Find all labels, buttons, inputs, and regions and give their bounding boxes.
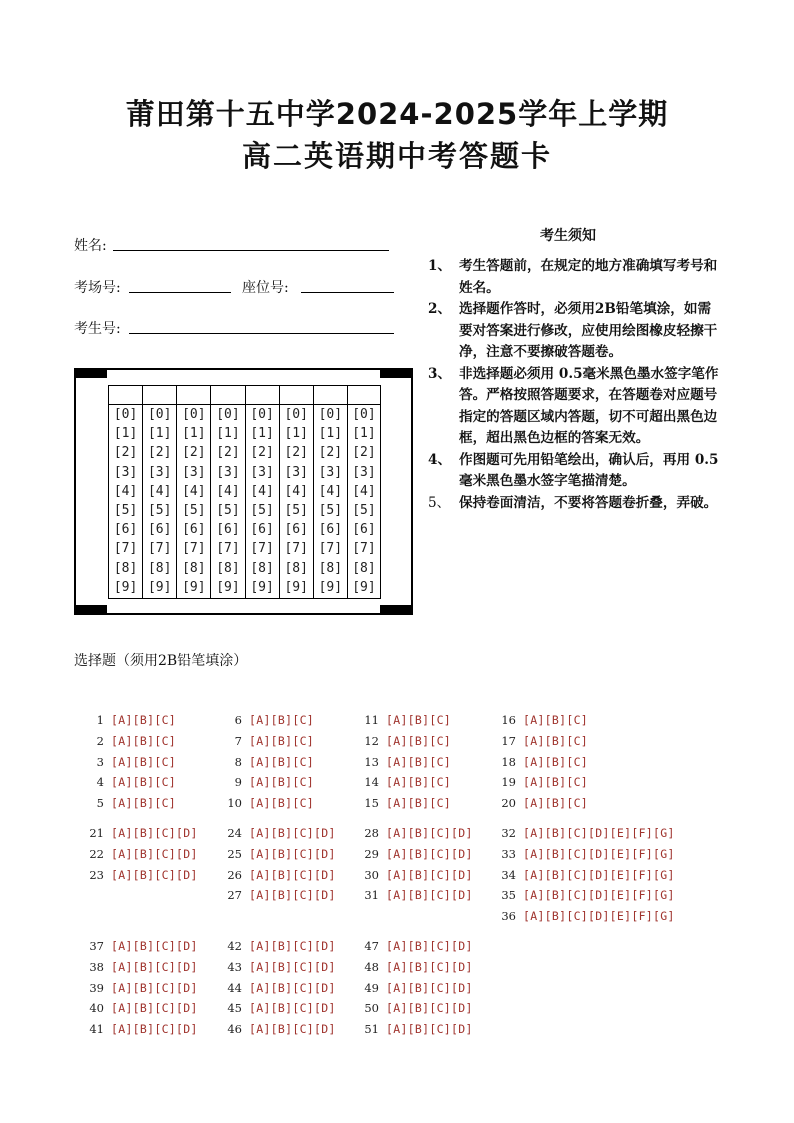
answer-options[interactable]: [A][B][C] [249,754,315,769]
note-number: 3、 [428,365,452,382]
question-row [212,939,336,953]
answer-options[interactable]: [A][B][C][D] [111,1001,198,1016]
digit-bubble[interactable]: [1] [352,426,376,442]
digit-bubble[interactable]: [7] [182,541,206,557]
question-row [74,734,176,748]
digit-bubble[interactable]: [4] [182,483,206,499]
question-number: 18 [501,754,516,769]
digit-bubble[interactable]: [6] [318,522,343,538]
question-row [212,775,314,789]
question-number: 20 [501,796,516,811]
student-id-field[interactable] [129,333,394,334]
question-number: 47 [364,939,379,953]
digit-bubble[interactable]: [1] [250,426,274,442]
question-row [212,847,336,861]
digit-bubble[interactable]: [8] [352,560,376,576]
question-number: 3 [96,754,104,769]
question-row [349,981,473,995]
corner-mark-bottom-right [380,605,413,615]
exam-number-column [177,386,211,598]
digit-bubble[interactable]: [1] [182,426,206,442]
question-row [74,775,176,789]
answer-options[interactable]: [A][B][C][D] [111,867,198,882]
question-row [212,888,336,902]
question-row [486,755,588,769]
question-number: 23 [89,867,104,882]
digit-bubble[interactable]: [3] [352,464,376,480]
question-row [74,981,198,995]
answer-options[interactable]: [A][B][C][D] [386,1001,473,1016]
question-row [212,755,314,769]
corner-mark-bottom-left [74,605,107,615]
digit-bubble[interactable]: [5] [284,502,308,518]
digit-bubble[interactable]: [1] [318,426,343,442]
question-row [212,1001,336,1015]
exam-number-column [109,386,143,598]
question-number: 27 [227,888,242,903]
exam-number-column [143,386,177,598]
question-number: 31 [364,888,379,903]
answer-options[interactable]: [A][B][C] [249,775,315,790]
answer-options[interactable]: [A][B][C][D] [386,959,473,974]
question-number: 49 [364,980,379,995]
digit-bubble[interactable]: [0] [250,407,274,422]
answer-options[interactable]: [A][B][C][D] [386,888,473,903]
exam-room-label: 考场号: [74,280,121,296]
digit-bubble[interactable]: [9] [216,579,240,595]
question-number: 51 [364,1022,379,1037]
digit-bubble[interactable]: [5] [250,502,274,518]
question-number: 40 [89,1001,104,1016]
answer-options[interactable]: [A][B][C] [111,796,177,811]
question-row [212,826,336,840]
digit-bubble[interactable]: [8] [216,560,240,576]
digit-bubble[interactable]: [3] [250,464,274,480]
question-row [486,909,675,923]
question-number: 11 [364,713,379,727]
section-title: 选择题（须用2B铅笔填涂） [74,653,248,669]
seat-label: 座位号: [242,280,289,296]
answer-options[interactable]: [A][B][C][D] [386,867,473,882]
digit-bubble[interactable]: [2] [250,445,274,461]
note-item [428,256,720,299]
note-number: 1、 [428,258,452,274]
question-row [486,775,588,789]
answer-options[interactable]: [A][B][C] [386,754,452,769]
answer-options[interactable]: [A][B][C][D][E][F][G] [523,846,675,861]
question-row [349,826,473,840]
question-number: 25 [227,846,242,861]
question-row [74,1001,198,1015]
question-number: 42 [227,939,242,953]
digit-bubble[interactable]: [2] [318,445,343,461]
note-text: 选择题作答时，必须用2B铅笔填涂，如需要对答案进行修改，应使用绘图橡皮轻擦干净，注意不要擦破答题卷。 [459,301,718,360]
answer-options[interactable]: [A][B][C][D] [111,980,198,995]
digit-bubble[interactable]: [0] [182,407,206,422]
note-text: 作图题可先用铅笔绘出，确认后，再用 0.5毫米黑色墨水签字笔描清楚。 [459,451,719,489]
digit-bubble[interactable]: [3] [147,464,172,480]
note-number: 2、 [428,301,452,317]
answer-options[interactable]: [A][B][C][D] [111,959,198,974]
answer-options[interactable]: [A][B][C] [386,733,452,748]
notes-list [428,256,720,514]
question-row [74,1022,198,1036]
answer-options[interactable]: [A][B][C][D] [249,939,336,953]
exam-number-write-cell[interactable] [314,386,347,405]
digit-bubble[interactable]: [0] [216,407,240,422]
question-row [212,796,314,810]
corner-mark-top-right [380,368,413,378]
question-number: 16 [501,713,516,727]
question-number: 30 [364,867,379,882]
exam-number-column [280,386,314,598]
note-text: 非选择题必须用 0.5毫米黑色墨水签字笔作答。严格按照答题要求，在答题卷对应题号指定的答题区域内答题，切不可超出黑色边框，超出黑色边框的答案无效。 [459,365,719,446]
digit-bubble[interactable]: [6] [250,522,274,538]
answer-options[interactable]: [A][B][C][D] [111,826,198,840]
exam-number-column [348,386,380,598]
digit-bubble[interactable]: [4] [147,483,172,499]
answer-options[interactable]: [A][B][C][D] [111,846,198,861]
seat-field[interactable] [301,292,394,293]
exam-number-write-cell[interactable] [246,386,279,405]
answer-options[interactable]: [A][B][C][D] [249,826,336,840]
digit-bubble[interactable]: [8] [318,560,343,576]
note-text: 考生答题前，在规定的地方准确填写考号和姓名。 [459,258,718,296]
question-number: 41 [89,1022,104,1037]
question-row [349,1001,473,1015]
question-number: 26 [227,867,242,882]
question-row [74,826,198,840]
digit-bubble[interactable]: [9] [318,579,343,595]
question-row [212,981,336,995]
answer-options[interactable]: [A][B][C][D] [386,846,473,861]
student-id-label: 考生号: [74,321,121,337]
question-row [349,734,451,748]
digit-bubble[interactable]: [2] [147,445,172,461]
question-number: 44 [227,980,242,995]
question-number: 34 [501,867,516,882]
note-text: 保持卷面清洁，不要将答题卷折叠，弄破。 [459,494,718,511]
exam-number-write-cell[interactable] [109,386,142,405]
digit-bubble[interactable]: [7] [216,541,240,557]
digit-bubble[interactable]: [7] [318,541,343,557]
answer-options[interactable]: [A][B][C][D] [249,980,336,995]
corner-mark-top-left [74,368,107,378]
question-row [74,960,198,974]
question-number: 8 [234,754,242,769]
exam-number-write-cell[interactable] [177,386,210,405]
note-item [428,450,720,493]
question-number: 19 [501,775,516,790]
answer-options[interactable]: [A][B][C] [523,775,589,790]
answer-options[interactable]: [A][B][C][D] [249,959,336,974]
digit-bubble[interactable]: [5] [182,502,206,518]
note-item [428,364,720,450]
question-row [212,868,336,882]
digit-bubble[interactable]: [2] [216,445,240,461]
answer-options[interactable]: [A][B][C][D] [111,939,198,953]
question-number: 2 [96,733,104,748]
question-number: 22 [89,846,104,861]
question-row [349,888,473,902]
digit-bubble[interactable]: [4] [113,483,138,499]
question-row [212,1022,336,1036]
answer-options[interactable]: [A][B][C][D] [386,1022,473,1037]
answer-options[interactable]: [A][B][C][D] [111,1022,198,1037]
digit-bubble[interactable]: [2] [352,445,376,461]
digit-bubble[interactable]: [4] [284,483,308,499]
digit-bubble[interactable]: [7] [113,541,138,557]
answer-options[interactable]: [A][B][C] [249,713,315,727]
question-row [486,796,588,810]
note-item [428,299,720,364]
digit-bubble[interactable]: [6] [182,522,206,538]
question-number: 12 [364,733,379,748]
question-number: 39 [89,980,104,995]
exam-number-column [314,386,348,598]
answer-options[interactable]: [A][B][C] [249,733,315,748]
digit-bubble[interactable]: [8] [182,560,206,576]
exam-number-column [211,386,245,598]
question-number: 13 [364,754,379,769]
digit-bubble[interactable]: [1] [284,426,308,442]
note-item [428,493,720,515]
question-number: 37 [89,939,104,953]
answer-options[interactable]: [A][B][C][D] [386,980,473,995]
question-row [349,960,473,974]
question-row [212,960,336,974]
question-number: 7 [234,733,242,748]
digit-bubble[interactable]: [6] [284,522,308,538]
question-number: 50 [364,1001,379,1016]
digit-bubble[interactable]: [7] [284,541,308,557]
question-row [486,734,588,748]
name-field[interactable] [113,250,389,251]
question-number: 21 [89,826,104,840]
answer-options[interactable]: [A][B][C][D] [249,888,336,903]
question-number: 29 [364,846,379,861]
question-number: 1 [96,713,104,727]
question-row [212,734,314,748]
exam-number-write-cell[interactable] [143,386,176,405]
answer-options[interactable]: [A][B][C] [111,754,177,769]
answer-options[interactable]: [A][B][C][D] [249,1001,336,1016]
digit-bubble[interactable]: [4] [250,483,274,499]
question-number: 5 [96,796,104,811]
digit-bubble[interactable]: [2] [284,445,308,461]
digit-bubble[interactable]: [0] [284,407,308,422]
name-label: 姓名: [74,238,107,254]
digit-bubble[interactable]: [8] [284,560,308,576]
digit-bubble[interactable]: [5] [113,502,138,518]
exam-number-write-cell[interactable] [348,386,380,405]
question-row [349,755,451,769]
exam-room-field[interactable] [129,292,231,293]
answer-options[interactable]: [A][B][C][D] [386,826,473,840]
digit-bubble[interactable]: [2] [182,445,206,461]
page-title-line1: 莆田第十五中学2024-2025学年上学期 [125,97,669,131]
digit-bubble[interactable]: [9] [284,579,308,595]
question-row [74,939,198,953]
question-number: 36 [501,909,516,924]
page-title-line2: 高二英语期中考答题卡 [241,139,552,173]
question-number: 35 [501,888,516,903]
digit-bubble[interactable]: [9] [113,579,138,595]
answer-options[interactable]: [A][B][C][D] [386,939,473,953]
digit-bubble[interactable]: [3] [318,464,343,480]
answer-options[interactable]: [A][B][C][D] [249,867,336,882]
answer-options[interactable]: [A][B][C] [523,754,589,769]
digit-bubble[interactable]: [0] [318,407,343,422]
digit-bubble[interactable]: [6] [352,522,376,538]
digit-bubble[interactable]: [9] [147,579,172,595]
question-row [74,847,198,861]
answer-options[interactable]: [A][B][C] [111,713,177,727]
digit-bubble[interactable]: [0] [113,407,138,422]
exam-number-column [246,386,280,598]
notes-title: 考生须知 [540,228,596,244]
question-row [74,796,176,810]
answer-options[interactable]: [A][B][C][D] [249,846,336,861]
note-number: 5、 [428,494,451,511]
digit-bubble[interactable]: [9] [352,579,376,595]
question-row [74,713,176,727]
answer-options[interactable]: [A][B][C] [523,713,589,727]
question-row [349,775,451,789]
question-number: 33 [501,846,516,861]
digit-bubble[interactable]: [4] [216,483,240,499]
question-number: 17 [501,733,516,748]
question-number: 38 [89,959,104,974]
answer-options[interactable]: [A][B][C][D][E][F][G] [523,826,675,840]
question-number: 32 [501,826,516,840]
question-row [349,713,451,727]
digit-bubble[interactable]: [6] [216,522,240,538]
digit-bubble[interactable]: [7] [352,541,376,557]
question-number: 48 [364,959,379,974]
digit-bubble[interactable]: [3] [182,464,206,480]
digit-bubble[interactable]: [5] [216,502,240,518]
digit-bubble[interactable]: [1] [113,426,138,442]
question-number: 45 [227,1001,242,1016]
question-row [349,1022,473,1036]
digit-bubble[interactable]: [0] [147,407,172,422]
digit-bubble[interactable]: [9] [250,579,274,595]
digit-bubble[interactable]: [0] [352,407,376,422]
answer-options[interactable]: [A][B][C] [249,796,315,811]
digit-bubble[interactable]: [2] [113,445,138,461]
answer-options[interactable]: [A][B][C] [523,796,589,811]
question-number: 6 [234,713,242,727]
question-number: 10 [227,796,242,811]
digit-bubble[interactable]: [5] [318,502,343,518]
question-number: 24 [227,826,242,840]
question-row [349,796,451,810]
digit-bubble[interactable]: [3] [113,464,138,480]
digit-bubble[interactable]: [7] [147,541,172,557]
answer-options[interactable]: [A][B][C] [111,733,177,748]
question-row [486,868,675,882]
exam-number-grid [108,385,381,599]
question-number: 15 [364,796,379,811]
digit-bubble[interactable]: [6] [113,522,138,538]
answer-options[interactable]: [A][B][C] [386,713,452,727]
answer-options[interactable]: [A][B][C][D][E][F][G] [523,867,675,882]
question-row [74,755,176,769]
answer-options[interactable]: [A][B][C] [523,733,589,748]
question-row [349,939,473,953]
digit-bubble[interactable]: [8] [147,560,172,576]
question-row [486,826,675,840]
question-number: 28 [364,826,379,840]
digit-bubble[interactable]: [5] [352,502,376,518]
digit-bubble[interactable]: [5] [147,502,172,518]
answer-options[interactable]: [A][B][C][D] [249,1022,336,1037]
question-number: 43 [227,959,242,974]
digit-bubble[interactable]: [4] [352,483,376,499]
answer-options[interactable]: [A][B][C][D][E][F][G] [523,888,675,903]
digit-bubble[interactable]: [3] [284,464,308,480]
digit-bubble[interactable]: [3] [216,464,240,480]
exam-number-write-cell[interactable] [211,386,244,405]
digit-bubble[interactable]: [8] [250,560,274,576]
answer-options[interactable]: [A][B][C] [111,775,177,790]
digit-bubble[interactable]: [7] [250,541,274,557]
question-row [486,713,588,727]
question-row [349,847,473,861]
digit-bubble[interactable]: [9] [182,579,206,595]
question-number: 4 [96,775,104,790]
question-number: 14 [364,775,379,790]
question-row [486,888,675,902]
question-number: 46 [227,1022,242,1037]
exam-number-write-cell[interactable] [280,386,313,405]
answer-options[interactable]: [A][B][C][D][E][F][G] [523,909,675,924]
question-row [212,713,314,727]
answer-options[interactable]: [A][B][C] [386,775,452,790]
question-number: 9 [234,775,242,790]
digit-bubble[interactable]: [1] [216,426,240,442]
note-number: 4、 [428,451,452,468]
digit-bubble[interactable]: [1] [147,426,172,442]
question-row [349,868,473,882]
digit-bubble[interactable]: [6] [147,522,172,538]
digit-bubble[interactable]: [8] [113,560,138,576]
answer-options[interactable]: [A][B][C] [386,796,452,811]
question-row [74,868,198,882]
question-row [486,847,675,861]
digit-bubble[interactable]: [4] [318,483,343,499]
